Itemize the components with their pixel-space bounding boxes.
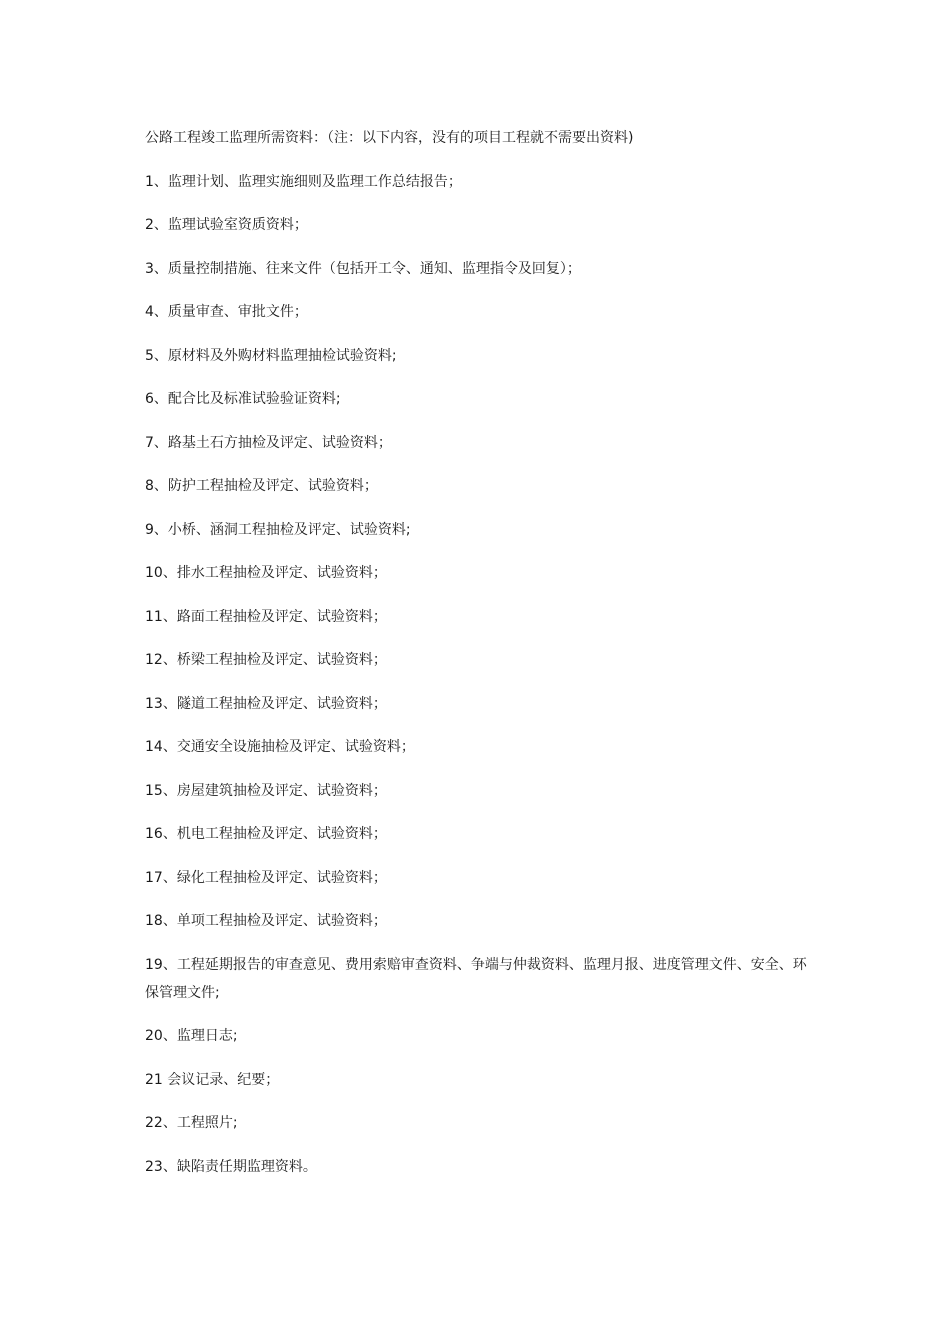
list-item: 16、机电工程抽检及评定、试验资料； — [145, 826, 387, 842]
list-item: 10、排水工程抽检及评定、试验资料； — [145, 565, 387, 581]
list-item: 12、桥梁工程抽检及评定、试验资料； — [145, 652, 387, 668]
list-item: 4、质量审查、审批文件； — [145, 304, 308, 320]
list-item: 5、原材料及外购材料监理抽检试验资料; — [145, 347, 397, 364]
list-item: 19、工程延期报告的审查意见、费用索赔审查资料、争端与仲裁资料、监理月报、进度管理文件、安全、环保管理文件; — [145, 956, 807, 1001]
list-item: 7、路基土石方抽检及评定、试验资料； — [145, 434, 392, 451]
list-item: 13、隧道工程抽检及评定、试验资料； — [145, 695, 387, 712]
list-item: 21 会议记录、纪要； — [145, 1071, 280, 1088]
list-item: 18、单项工程抽检及评定、试验资料； — [145, 913, 387, 929]
list-item: 14、交通安全设施抽检及评定、试验资料； — [145, 739, 415, 755]
list-item: 20、监理日志; — [145, 1028, 238, 1044]
list-item: 3、质量控制措施、往来文件（包括开工令、通知、监理指令及回复）； — [145, 260, 581, 277]
document-heading: 公路工程竣工监理所需资料：（注：以下内容，没有的项目工程就不需要出资料) — [145, 130, 634, 146]
document-body — [145, 124, 815, 1196]
list-item: 6、配合比及标准试验验证资料; — [145, 391, 341, 407]
list-item: 2、监理试验室资质资料； — [145, 217, 308, 233]
list-item: 1、监理计划、监理实施细则及监理工作总结报告； — [145, 173, 462, 190]
list-item: 17、绿化工程抽检及评定、试验资料； — [145, 869, 387, 886]
list-item: 23、缺陷责任期监理资料。 — [145, 1158, 317, 1175]
list-item: 8、防护工程抽检及评定、试验资料； — [145, 478, 378, 494]
list-item: 11、路面工程抽检及评定、试验资料； — [145, 608, 387, 625]
list-item: 15、房屋建筑抽检及评定、试验资料； — [145, 782, 387, 799]
list-item: 22、工程照片; — [145, 1115, 238, 1131]
list-item: 9、小桥、涵洞工程抽检及评定、试验资料; — [145, 521, 411, 538]
